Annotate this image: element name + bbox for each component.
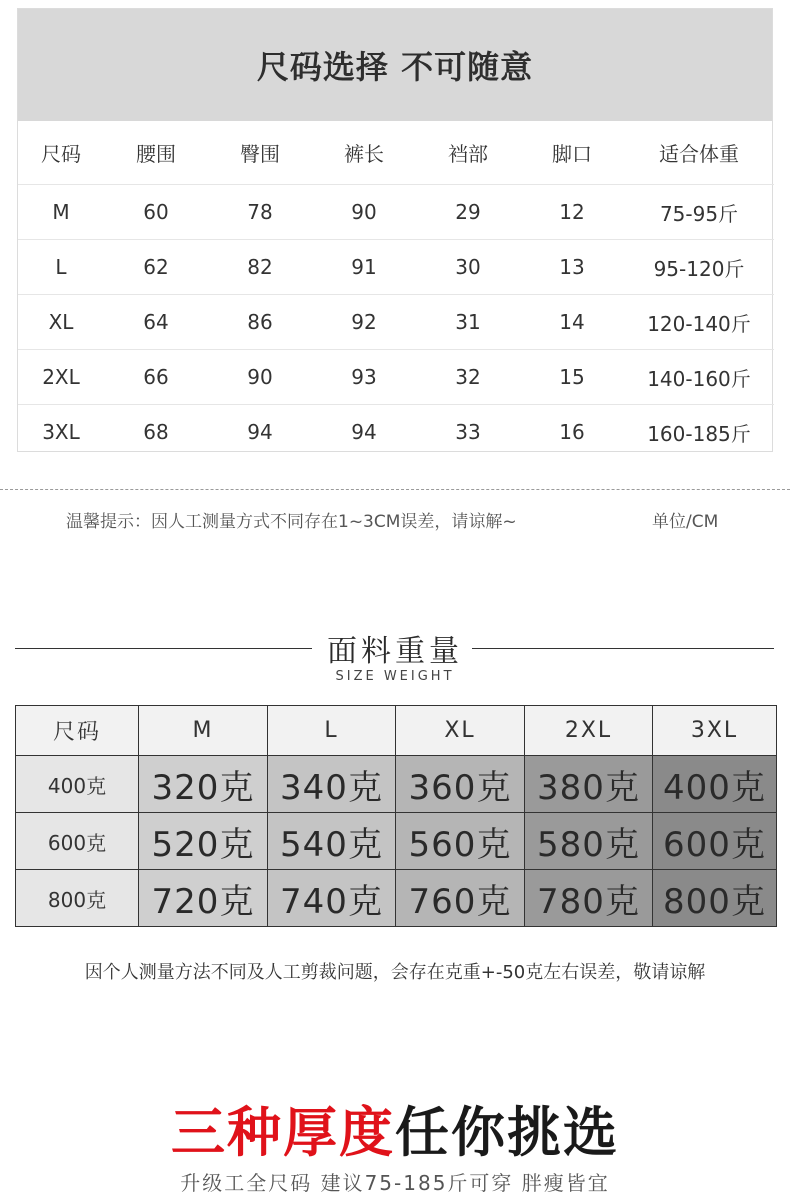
table-cell: 2XL [18,350,104,405]
column-header: 腰围 [104,121,208,185]
table-cell: 120-140斤 [624,295,774,350]
table-cell: 32 [416,350,520,405]
table-cell: 94 [351,420,377,444]
weight-cell: 780克 [525,870,653,927]
weight-cell: 400克 [653,756,777,813]
table-cell: 95-120斤 [624,240,774,295]
table-cell: 91 [312,240,416,295]
table-cell: 93 [312,350,416,405]
weight-cell: 600克 [653,813,777,870]
table-cell: 92 [312,295,416,350]
headline-black-text: 任你挑选 [395,1101,619,1164]
dashed-divider [0,489,790,490]
table-cell: 62 [104,240,208,295]
column-header: 裆部 [416,121,520,185]
table-cell: 75-95斤 [624,185,774,240]
table-cell: 14 [520,295,624,350]
weight-cell: 720克 [139,870,268,927]
row-label: 600克 [16,813,139,870]
headline-red-text: 三种厚度 [171,1101,395,1164]
weight-cell: 560克 [396,813,525,870]
size-chart-card [17,8,773,452]
column-header: L [268,706,396,756]
column-header: XL [396,706,525,756]
weight-cell: 360克 [396,756,525,813]
table-cell: 140-160斤 [624,350,774,405]
weight-cell: 800克 [653,870,777,927]
table-row [18,295,774,350]
table-cell: 90 [208,350,312,405]
table-cell: 60 [104,185,208,240]
table-cell: 3XL [42,420,80,444]
column-header: 裤长 [312,121,416,185]
table-cell: 82 [208,240,312,295]
table-cell: 31 [416,295,520,350]
table-row [18,405,774,460]
thickness-subline: 升级工全尺码 建议75-185斤可穿 胖瘦皆宜 [180,1171,610,1195]
table-cell: L [18,240,104,295]
table-cell: 30 [416,240,520,295]
table-cell: 16 [559,420,585,444]
row-label: 400克 [16,756,139,813]
table-cell: 94 [247,420,273,444]
table-cell: 33 [455,420,481,444]
fabric-weight-table [15,705,777,927]
column-header: 适合体重 [624,121,774,185]
thickness-headline [0,1090,790,1167]
size-chart-header [18,9,772,121]
weight-header-row [16,706,777,756]
weight-cell: 380克 [525,756,653,813]
table-row [16,870,777,927]
table-row [16,756,777,813]
weight-cell: 520克 [139,813,268,870]
fabric-weight-subtitle: SIZE WEIGHT [335,669,455,684]
table-cell: 86 [208,295,312,350]
table-cell: XL [18,295,104,350]
table-cell: 78 [208,185,312,240]
table-cell: M [18,185,104,240]
table-row [18,240,774,295]
unit-label: 单位/CM [652,512,719,532]
column-header: 尺码 [16,706,139,756]
weight-cell: 320克 [139,756,268,813]
weight-error-note: 因个人测量方法不同及人工剪裁问题，会存在克重+-50克左右误差，敬请谅解 [84,962,706,983]
table-row [18,350,774,405]
column-header: 2XL [525,706,653,756]
table-cell: 13 [520,240,624,295]
column-header: M [139,706,268,756]
table-row [16,813,777,870]
weight-cell: 740克 [268,870,396,927]
table-cell: 12 [520,185,624,240]
size-chart-header-row [18,121,774,185]
table-cell: 90 [312,185,416,240]
weight-cell: 340克 [268,756,396,813]
weight-cell: 540克 [268,813,396,870]
size-chart-title: 尺码选择 不可随意 [256,48,534,86]
table-cell: 29 [416,185,520,240]
column-header: 3XL [653,706,777,756]
column-header: 脚口 [520,121,624,185]
table-cell: 64 [104,295,208,350]
table-cell: 160-185斤 [647,421,751,446]
table-cell: 68 [143,420,169,444]
size-chart-table [18,121,774,459]
fabric-weight-title: 面料重量 [327,634,463,669]
table-row [18,185,774,240]
row-label: 800克 [16,870,139,927]
weight-cell: 580克 [525,813,653,870]
column-header: 尺码 [18,121,104,185]
measurement-tip: 温馨提示：因人工测量方式不同存在1~3CM误差，请谅解~ [66,512,517,532]
table-cell: 66 [104,350,208,405]
table-cell: 15 [520,350,624,405]
weight-cell: 760克 [396,870,525,927]
column-header: 臀围 [208,121,312,185]
